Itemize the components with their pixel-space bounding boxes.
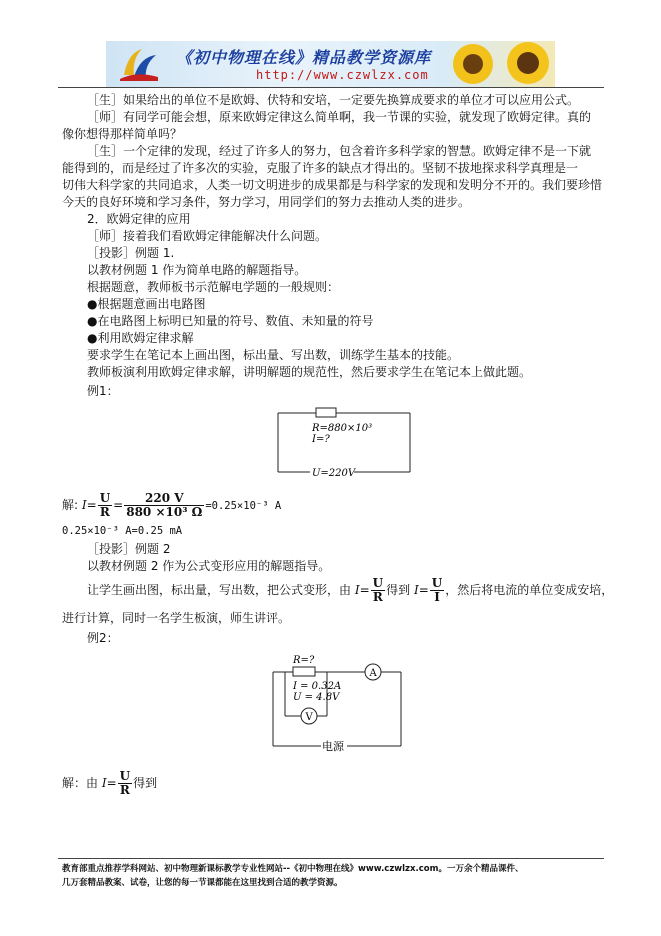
paragraph: 切伟大科学家的共同追求，人类一切文明进步的成果都是与科学家的发现和发明分不开的。我们要珍惜 — [62, 178, 603, 192]
section-heading: 2．欧姆定律的应用 — [87, 212, 191, 226]
list-item: ● 利用欧姆定律求解 — [87, 330, 194, 347]
site-logo-icon — [118, 45, 162, 83]
paragraph: 要求学生在笔记本上画出图，标出量、写出数，训练学生基本的技能。 — [87, 348, 460, 362]
site-url: http://www.czwlzx.com — [256, 68, 429, 82]
footer-line: 几万套精品教案、试卷，让您的每一节课都能在这里找到合适的教学资源。 — [62, 878, 343, 888]
solution-1: 解: I= $\frac{U}{R}$ = $\frac{220 V}{\text{880 ×10³ Ω}}$ =0.25×10⁻³ A — [62, 491, 282, 519]
svg-text:A: A — [369, 668, 377, 679]
current-label: I = 0.32A — [293, 681, 342, 692]
fraction-values: $\frac{220 V}{\text{880 ×10³ Ω}}$ — [126, 491, 203, 519]
list-item: ● 根据题意画出电路图 — [87, 296, 206, 313]
footer-rule — [58, 858, 604, 859]
circuit-diagram-1 — [270, 402, 420, 487]
site-title: 《初中物理在线》精品教学资源库 — [176, 48, 432, 67]
footer — [62, 862, 523, 890]
paragraph: 让学生画出图，标出量，写出数，把公式变形，由 I= $\frac{U}{R}$ 得到 I= $\frac{U}{I}$ ，然后将电流的单位变成安培， — [87, 576, 614, 604]
header-banner — [106, 41, 555, 87]
paragraph: 进行计算，同时一名学生板演，师生讲评。 — [62, 611, 291, 625]
footer-line: 教育部重点推荐学科网站、初中物理新课标教学专业性网站--《初中物理在线》www.czwlzx.com。一万余个精品课件、 — [62, 864, 524, 874]
example-label: 例1： — [87, 384, 119, 398]
paragraph: 像你想得那样简单吗？ — [62, 127, 183, 141]
paragraph: ［师］接着我们看欧姆定律能解决什么问题。 — [87, 229, 328, 243]
resistor-icon — [316, 408, 336, 417]
list-item: ● 在电路图上标明已知量的符号、数值、未知量的符号 — [87, 313, 374, 330]
resistance-label: R=880×10³ — [312, 423, 373, 434]
circuit-diagram-2 — [265, 650, 415, 758]
voltage-label: U = 4.8V — [293, 692, 340, 703]
example-label: 例2： — [87, 631, 119, 645]
paragraph: 根据题意，教师板书示范解电学题的一般规则： — [87, 280, 340, 294]
paragraph: ［师］有同学可能会想，原来欧姆定律这么简单啊，我一节课的实验，就发现了欧姆定律。真的 — [87, 110, 592, 124]
paragraph: ［生］一个定律的发现，经过了许多人的努力，包含着许多科学家的智慧。欧姆定律不是一下就 — [87, 144, 592, 158]
solution-1-line-2: 0.25×10⁻³ A=0.25 mA — [62, 525, 183, 537]
fraction-u-over-r: $\frac{U}{R}$ — [99, 491, 111, 519]
sunflower-icon — [444, 41, 502, 87]
resistor-icon — [293, 667, 315, 676]
voltage-label: U=220V — [312, 468, 356, 479]
paragraph: ［投影］例题 1. — [87, 246, 175, 260]
svg-text:V: V — [305, 712, 313, 723]
paragraph: ［投影］例题 2 — [87, 542, 171, 556]
sunflower-icon — [498, 41, 555, 87]
paragraph: ［生］如果给出的单位不是欧姆、伏特和安培，一定要先换算成要求的单位才可以应用公式。 — [87, 93, 580, 107]
solution-2: 解：由 I= $\frac{U}{R}$ 得到 — [62, 769, 158, 797]
paragraph: 以教材例题 2 作为公式变形应用的解题指导。 — [87, 559, 331, 573]
paragraph: 教师板演利用欧姆定律求解，讲明解题的规范性，然后要求学生在笔记本上做此题。 — [87, 365, 532, 379]
paragraph: 今天的良好环境和学习条件，努力学习，用同学们的努力去推动人类的进步。 — [62, 195, 471, 209]
header-rule — [58, 87, 604, 88]
paragraph: 能得到的，而是经过了许多次的实验，克服了许多的缺点才得出的。坚韧不拔地探求科学真理是一 — [62, 161, 579, 175]
resistance-label: R=? — [293, 655, 315, 666]
current-label: I=? — [312, 434, 330, 445]
power-source-label: 电源 — [322, 740, 344, 753]
paragraph: 以教材例题 1 作为简单电路的解题指导。 — [87, 263, 307, 277]
